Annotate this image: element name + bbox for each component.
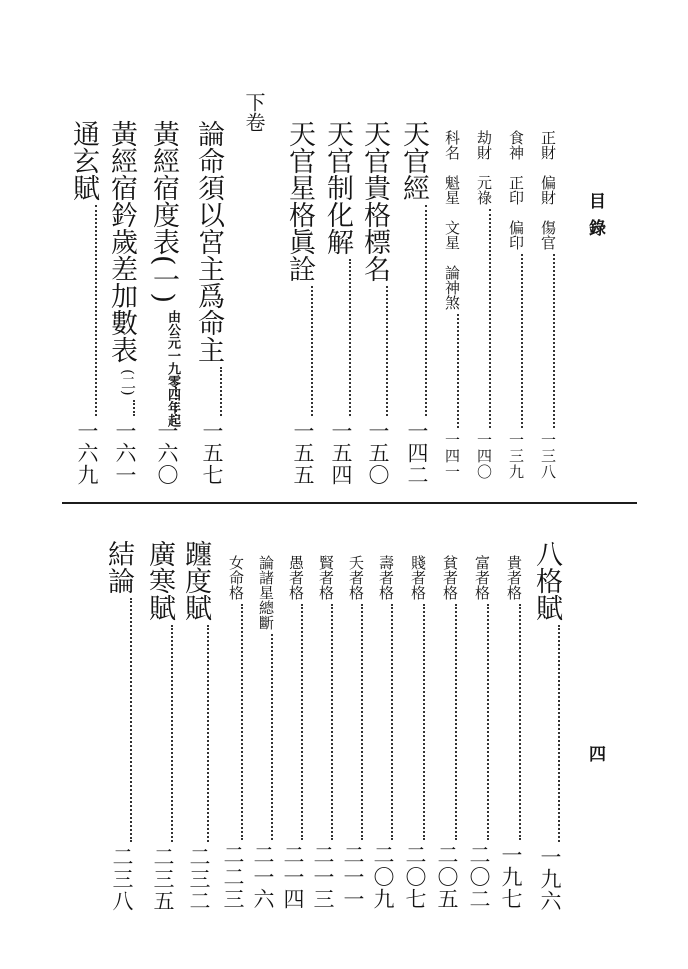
toc-entry[interactable] [372, 555, 393, 910]
toc-entry-page: 二一六 [251, 844, 275, 910]
toc-entry-title: 天官貴格標名 [359, 120, 390, 282]
toc-entry-title: 論諸星總斷 [257, 555, 275, 630]
dot-leader [252, 634, 273, 840]
toc-entry-page: 二〇七 [403, 844, 427, 910]
toc-entry-title: 貧者格 [441, 555, 459, 600]
toc-entry-page: 二一四 [281, 844, 305, 910]
toc-entry-title: 女命格 [227, 555, 245, 600]
toc-entry-page: 二三五 [151, 846, 175, 912]
toc-entry-page: 一四〇 [475, 432, 493, 480]
toc-entry-title: 論命須以宮主爲命主 [193, 120, 224, 363]
toc-entry-page: 二一三 [311, 844, 335, 910]
toc-entry-title: 躔度賦 [180, 540, 211, 621]
dot-leader [312, 604, 333, 840]
toc-entry-page: 二〇五 [435, 844, 459, 910]
toc-entry[interactable] [540, 130, 555, 480]
toc-entry-title: 富者格 [473, 555, 491, 600]
toc-entry[interactable] [286, 120, 313, 486]
toc-entry-page: 一九六 [538, 846, 562, 912]
toc-entry-page: 二三八 [110, 846, 134, 912]
toc-entry[interactable] [108, 120, 135, 486]
toc-entry-page: 一五〇 [366, 420, 390, 486]
toc-entry-page: 二二三 [221, 844, 245, 910]
dot-leader [372, 604, 393, 840]
volume-label: 下卷 [242, 92, 266, 132]
toc-entry-page: 一四一 [443, 432, 461, 480]
toc-entry-title: 科名 魁星 文星 論神煞 [443, 130, 461, 310]
toc-entry-page: 一九七 [499, 844, 523, 910]
toc-entry-note: 由公元一九零四年起 [165, 310, 180, 427]
dot-leader [500, 604, 521, 840]
toc-entry-page: 一六〇 [155, 420, 179, 486]
toc-entry[interactable] [533, 540, 560, 912]
toc-entry-page: 一六九 [75, 420, 99, 486]
toc-entry-title: 天官制化解 [322, 120, 353, 255]
toc-entry-title: 黃經宿度表(一) [148, 120, 179, 304]
toc-entry-page: 一五五 [291, 420, 315, 486]
toc-entry-title: 夭者格 [347, 555, 365, 600]
toc-entry-title: 食神 正印 偏印 [507, 130, 525, 250]
toc-entry[interactable] [476, 130, 491, 480]
toc-entry-page: 一三八 [539, 432, 557, 480]
toc-entry[interactable] [361, 120, 388, 486]
toc-entry-title: 壽者格 [377, 555, 395, 600]
dot-leader [342, 604, 363, 840]
dot-leader [468, 604, 489, 840]
toc-entry-suffix: (二) [119, 369, 137, 396]
toc-entry[interactable] [150, 120, 177, 486]
toc-entry-title: 廣寒賦 [144, 540, 175, 621]
toc-entry[interactable] [222, 555, 243, 910]
dot-leader [361, 286, 388, 416]
toc-entry-page: 一六一 [113, 420, 137, 486]
toc-entry-page: 二〇二 [467, 844, 491, 910]
dot-leader [533, 625, 560, 842]
dot-leader [105, 598, 132, 842]
toc-entry[interactable] [342, 555, 363, 910]
toc-entry[interactable] [444, 130, 459, 480]
dot-leader [436, 604, 457, 840]
toc-entry-title: 結論 [103, 540, 134, 594]
toc-entry[interactable] [508, 130, 523, 480]
toc-entry-title: 黃經宿鈐歲差加數表 [106, 120, 137, 363]
toc-entry-title: 通玄賦 [68, 120, 99, 201]
dot-leader [286, 286, 313, 416]
toc-entry[interactable] [324, 120, 351, 486]
dot-leader [540, 254, 555, 428]
dot-leader [404, 604, 425, 840]
toc-entry-page: 二一一 [341, 844, 365, 910]
dot-leader [70, 205, 97, 416]
toc-entry-page: 二〇九 [371, 844, 395, 910]
toc-entry[interactable] [404, 555, 425, 910]
toc-entry[interactable] [195, 120, 222, 486]
dot-leader [195, 367, 222, 416]
toc-entry[interactable] [105, 540, 132, 912]
dot-leader [108, 400, 135, 416]
toc-entry-page: 一五四 [329, 420, 353, 486]
dot-leader [146, 625, 173, 842]
toc-entry-page: 一四二 [405, 420, 429, 486]
toc-entry[interactable] [468, 555, 489, 910]
toc-entry[interactable] [500, 555, 521, 910]
dot-leader [282, 604, 303, 840]
dot-leader [444, 314, 459, 428]
toc-entry[interactable] [252, 555, 273, 910]
dot-leader [400, 205, 427, 416]
page-header-title: 目錄 [585, 192, 605, 246]
page-number: 四 [585, 745, 605, 772]
toc-entry-title: 賢者格 [317, 555, 335, 600]
toc-entry[interactable] [400, 120, 427, 486]
toc-entry[interactable] [182, 540, 209, 912]
toc-entry-page: 一三九 [507, 432, 525, 480]
dot-leader [476, 209, 491, 428]
toc-entry[interactable] [282, 555, 303, 910]
dot-leader [508, 254, 523, 428]
dot-leader [324, 259, 351, 416]
dot-leader [182, 625, 209, 842]
toc-entry-title: 劫財 元祿 [475, 130, 493, 205]
toc-entry[interactable] [436, 555, 457, 910]
toc-entry-title: 正財 偏財 傷官 [539, 130, 557, 250]
section-divider [62, 502, 637, 504]
toc-entry-title: 貴者格 [505, 555, 523, 600]
toc-entry-title: 八格賦 [531, 540, 562, 621]
toc-entry-title: 天官星格眞詮 [284, 120, 315, 282]
dot-leader [222, 604, 243, 840]
toc-entry[interactable] [312, 555, 333, 910]
toc-entry-title: 愚者格 [287, 555, 305, 600]
toc-entry-page: 二三二 [187, 846, 211, 912]
toc-entry[interactable] [146, 540, 173, 912]
toc-entry-title: 天官經 [398, 120, 429, 201]
toc-entry[interactable] [70, 120, 97, 486]
toc-entry-title: 賤者格 [409, 555, 427, 600]
toc-entry-page: 一五七 [200, 420, 224, 486]
